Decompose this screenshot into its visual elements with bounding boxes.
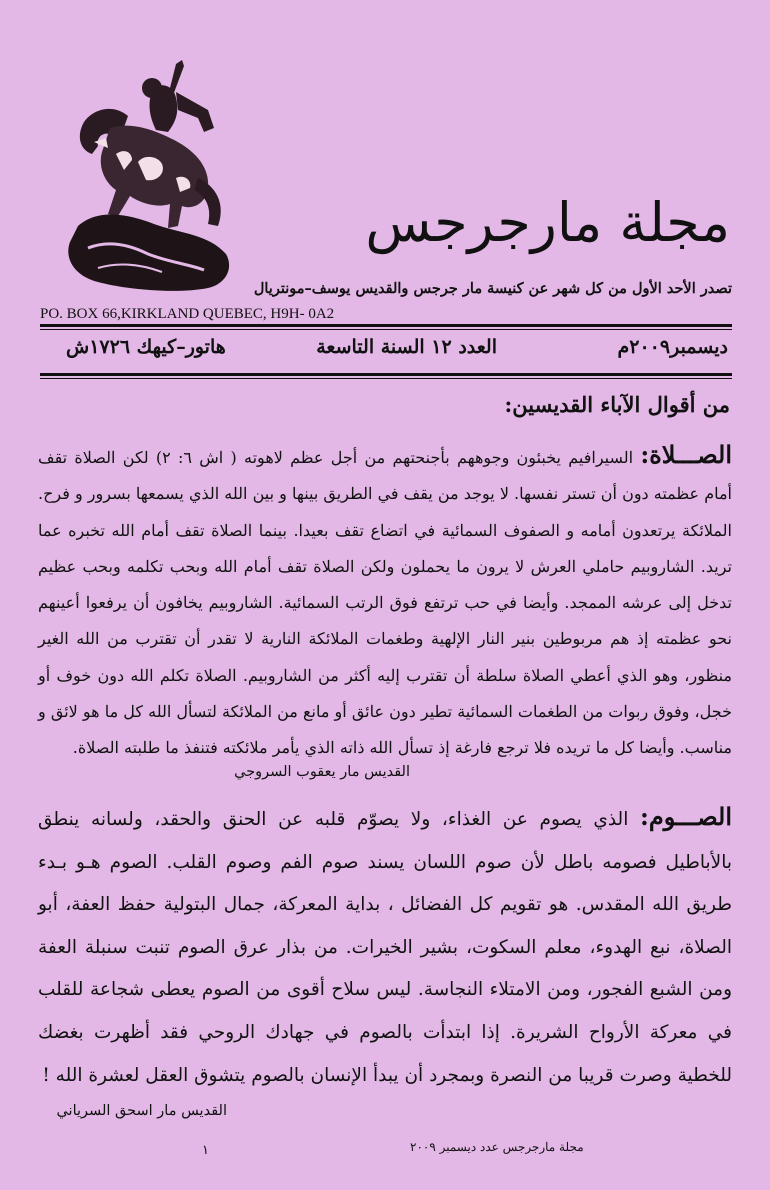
magazine-title: مجلة مارجرجس xyxy=(365,191,730,254)
fasting-term: الصـــوم: xyxy=(639,802,732,831)
fasting-text: الذي يصوم عن الغذاء، ولا يصوّم قلبه عن الحنق والحقد، ولسانه ينطق بالأباطيل فصومه باطل لأن صوم اللسان يسند صوم الفم وصوم القلب. الصوم هـو بـدء طريق الله المقدس. هو تقويم كل الفضائل ، بداية المعركة، جمال البتولية حفظ العفة، أبو الصلاة، نبع الهدوء، معلم السكوت، بشير الخيرات. من بذار عرق الصوم تنبت سنبلة العفة ومن الشبع الفجور، ومن الامتلاء النجاسة. ليس سلاح أقوى من الصوم يعطى شجاعة للقلب في معركة الأرواح الشريرة. إذا ابتدأت بالصوم في جهادك الروحي فقد أظهرت بغضك للخطية وصرت قريبا من النصرة وبمجرد أن يبدأ الإنسان بالصوم يتشوق العقل لعشرة الله ! xyxy=(38,809,732,1086)
saint-george-horseman-icon xyxy=(58,58,240,294)
issue-number: العدد ١٢ السنة التاسعة xyxy=(316,336,497,358)
prayer-text: السيرافيم يخبئون وجوههم بأجنحتهم من أجل عظم لاهوته ( اش ٦: ٢) لكن الصلاة تقف أمام عظمته دون أن تستر نفسها. لا يوجد من يقف في الطريق بينها و بين الله الذي يسمعها بسرور و فرح. الملائكة يرتعدون أمامه و الصفوف السمائية في اتضاع تقف بعيدا. بينما الصلاة تقف أمام الله تخبره عما تريد. الشاروبيم حاملي العرش لا يرون ما يحملون ولكن الصلاة تقف أمام الله وبحب تكلمه وبحب عظيم تدخل إلى عرشه الممجد. وأيضا في حب ترتفع فوق الرتب السمائية. الشاروبيم يخافون أن يرفعوا أعينهم نحو عظمته إذ هم مربوطين بنير النار الإلهية وطغمات الملائكة النارية لا تقدر أن تقترب من الله الغير منظور، وهو الذي أعطي الصلاة سلطة أن تقترب إليه أكثر من الشاروبيم. الصلاة تكلم الله دون خوف أو خجل، وفوق ربوات من الطغمات السمائية تطير دون عائق أو مانع من الملائكة لتسأل الله كل ما هو لائق و مناسب. وأيضا كل ما تريده فلا ترجع فارغة إذ تسأل الله ذاته الذي يأمر ملائكته فتنفذ ما طلبته الصلاة. xyxy=(38,448,733,758)
prayer-signature: القديس مار يعقوب السروجي xyxy=(234,764,410,780)
issue-date: ديسمبر٢٠٠٩م xyxy=(617,336,728,358)
prayer-term: الصـــلاة: xyxy=(640,440,732,469)
page-number: ١ xyxy=(202,1143,209,1158)
header-divider xyxy=(40,324,732,327)
mailing-address: PO. BOX 66,KIRKLAND QUEBEC, H9H- 0A2 xyxy=(40,306,335,322)
header-divider-thin xyxy=(40,329,732,330)
issue-divider xyxy=(40,373,732,376)
section-heading: من أقوال الآباء القديسين: xyxy=(504,392,730,417)
magazine-subtitle: تصدر الأحد الأول من كل شهر عن كنيسة مار جرجس والقديس يوسف–مونتريال xyxy=(253,280,732,297)
footer-caption: مجلة مارجرجس عدد ديسمبر ٢٠٠٩ xyxy=(410,1140,584,1154)
issue-info-bar xyxy=(40,336,732,368)
issue-divider-thin xyxy=(40,378,732,379)
fasting-paragraph xyxy=(38,796,732,1097)
coptic-date: هاتور–كيهك ١٧٢٦ش xyxy=(66,336,226,358)
prayer-paragraph xyxy=(38,437,732,767)
fasting-signature: القديس مار اسحق السرياني xyxy=(56,1103,227,1119)
